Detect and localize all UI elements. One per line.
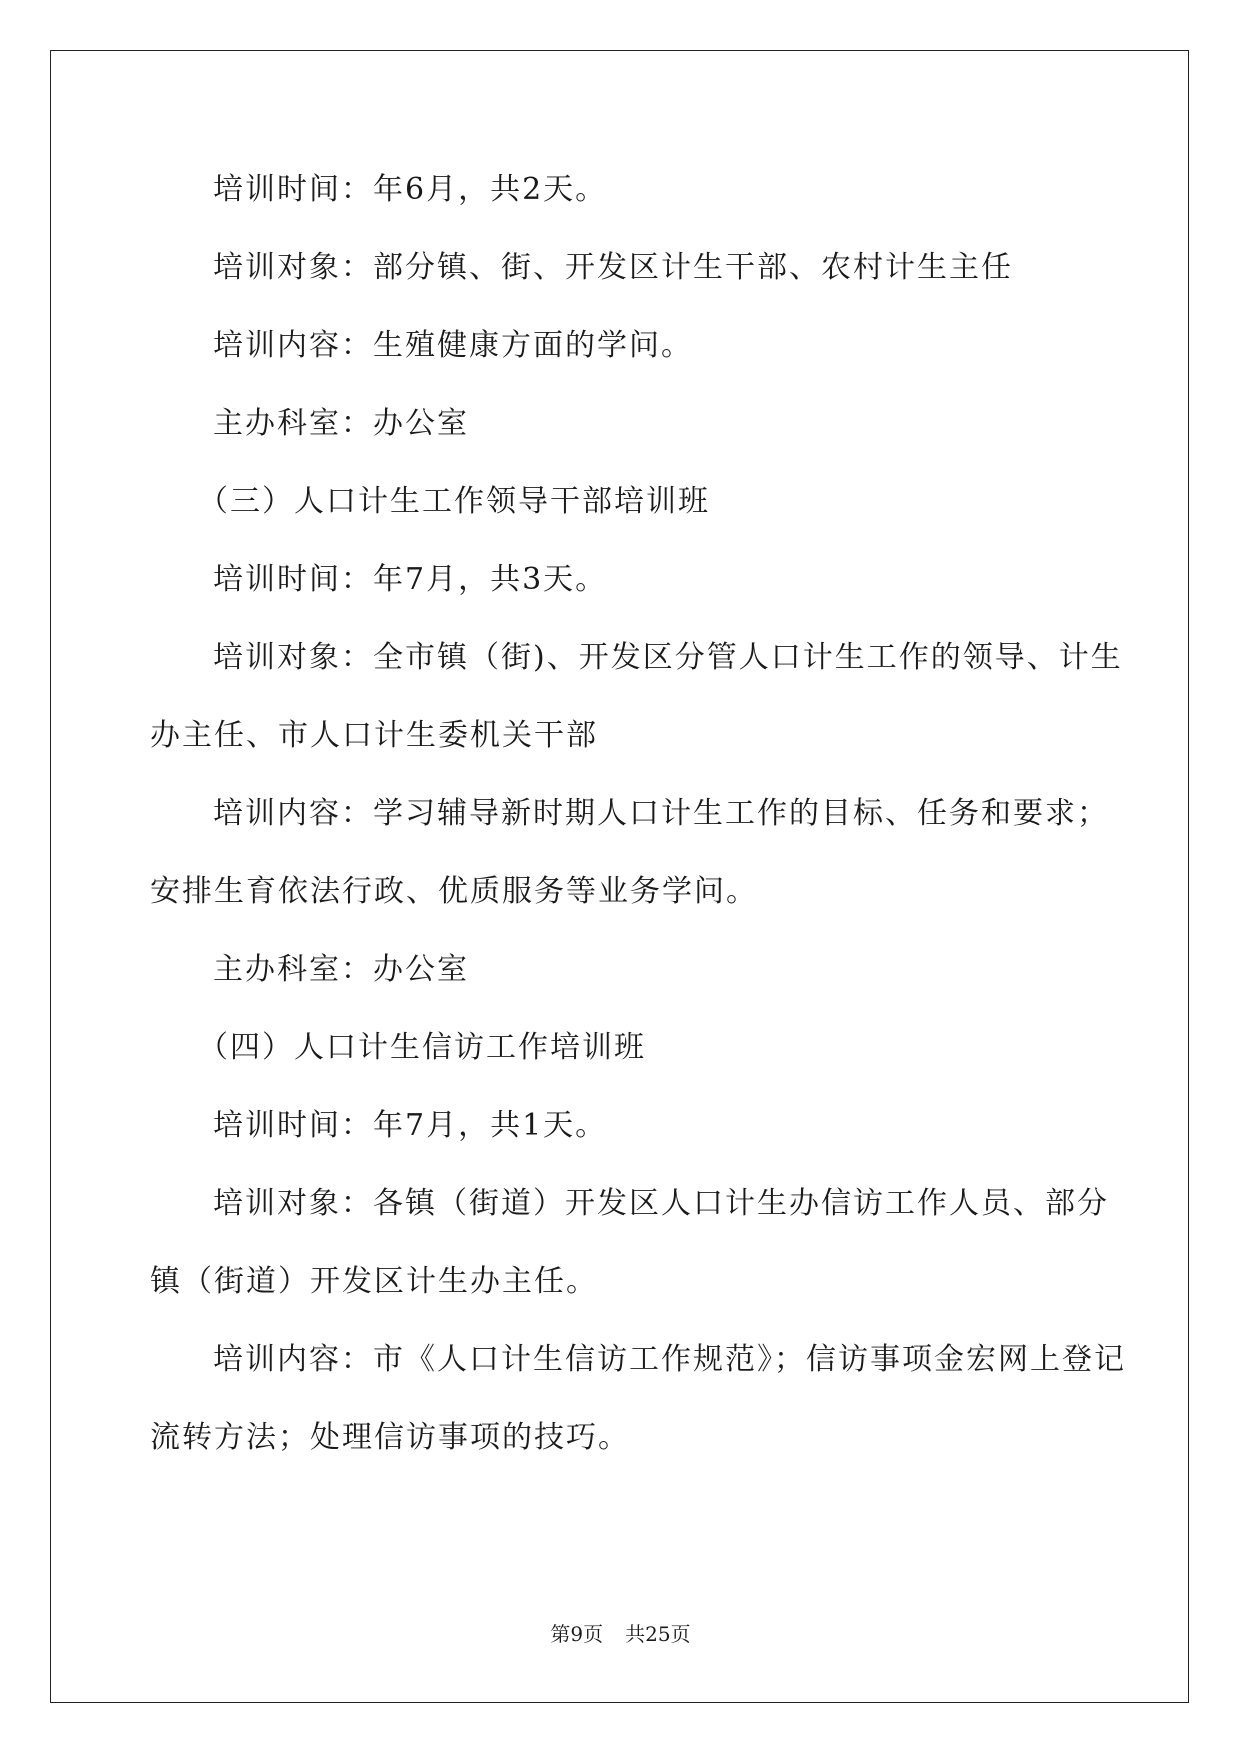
- paragraph-line: 培训内容：生殖健康方面的学问。: [213, 328, 693, 363]
- paragraph-line: 流转方法；处理信访事项的技巧。: [150, 1420, 630, 1455]
- page-footer: [0, 1620, 1241, 1648]
- paragraph-line: 培训对象：全市镇（街)、开发区分管人口计生工作的领导、计生: [213, 640, 1123, 675]
- paragraph-line: 安排生育依法行政、优质服务等业务学问。: [150, 874, 758, 909]
- paragraph-line: 培训时间：年7月，共3天。: [213, 562, 608, 597]
- paragraph-line: 培训时间：年7月，共1天。: [213, 1108, 608, 1143]
- paragraph-line: 培训内容：学习辅导新时期人口计生工作的目标、任务和要求；: [213, 796, 1109, 831]
- paragraph-line: 培训对象：各镇（街道）开发区人口计生办信访工作人员、部分: [213, 1186, 1109, 1221]
- paragraph-line: 培训时间：年6月，共2天。: [213, 172, 608, 207]
- paragraph-line: 主办科室：办公室: [213, 952, 469, 987]
- page-number: 第9页: [550, 1622, 604, 1646]
- paragraph-line: 培训内容：市《人口计生信访工作规范》；信访事项金宏网上登记: [213, 1342, 1126, 1377]
- paragraph-line: 办主任、市人口计生委机关干部: [150, 718, 598, 753]
- section-heading: （三）人口计生工作领导干部培训班: [198, 484, 710, 519]
- page-total: 共25页: [625, 1622, 691, 1646]
- section-heading: （四）人口计生信访工作培训班: [198, 1030, 646, 1065]
- paragraph-line: 培训对象：部分镇、街、开发区计生干部、农村计生主任: [213, 250, 1013, 285]
- paragraph-line: 主办科室：办公室: [213, 406, 469, 441]
- paragraph-line: 镇（街道）开发区计生办主任。: [150, 1264, 598, 1299]
